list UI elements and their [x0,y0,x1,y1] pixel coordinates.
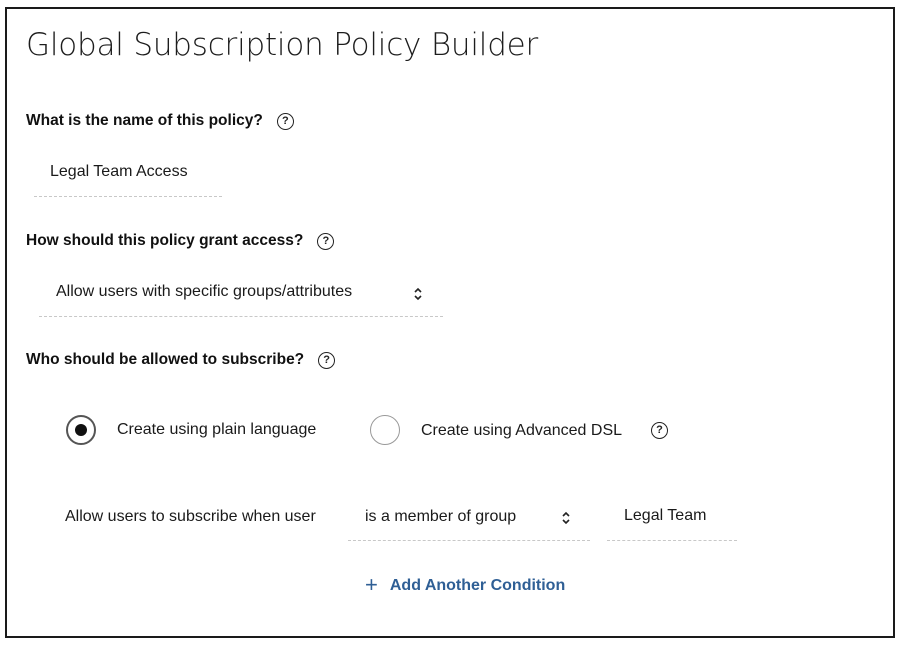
add-condition-button[interactable] [365,572,566,597]
policy-builder-panel [5,7,895,638]
radio-advanced-dsl[interactable] [370,415,400,445]
radio-plain-language-label[interactable]: Create using plain language [117,421,317,438]
subscribe-question [26,351,335,369]
help-circle-icon[interactable]: ? [317,233,334,250]
grant-access-select[interactable] [39,274,443,317]
add-condition-label: Add Another Condition [389,577,566,594]
policy-name-value: Legal Team Access [50,163,188,180]
help-circle-icon[interactable]: ? [277,113,294,130]
condition-group-value: Legal Team [624,507,707,524]
grant-access-selected-value: Allow users with specific groups/attributes [56,283,353,300]
condition-prefix: Allow users to subscribe when user [65,508,316,525]
page-title: Global Subscription Policy Builder [26,27,539,63]
condition-operator-select[interactable] [348,497,590,541]
radio-plain-language[interactable] [66,415,96,445]
plus-icon: + [365,572,378,597]
subscribe-question-label: Who should be allowed to subscribe? [26,351,305,368]
grant-access-question-label: How should this policy grant access? [26,232,304,249]
condition-group-input[interactable] [607,497,737,541]
help-circle-icon[interactable]: ? [651,422,668,439]
chevron-up-down-icon [561,510,571,526]
policy-name-question [26,112,294,130]
policy-name-question-label: What is the name of this policy? [26,112,263,129]
radio-advanced-dsl-label[interactable]: Create using Advanced DSL [421,422,623,439]
help-circle-icon[interactable]: ? [318,352,335,369]
grant-access-question [26,232,334,250]
policy-name-input[interactable] [34,154,222,197]
condition-operator-value: is a member of group [365,508,517,525]
chevron-up-down-icon [413,286,423,302]
